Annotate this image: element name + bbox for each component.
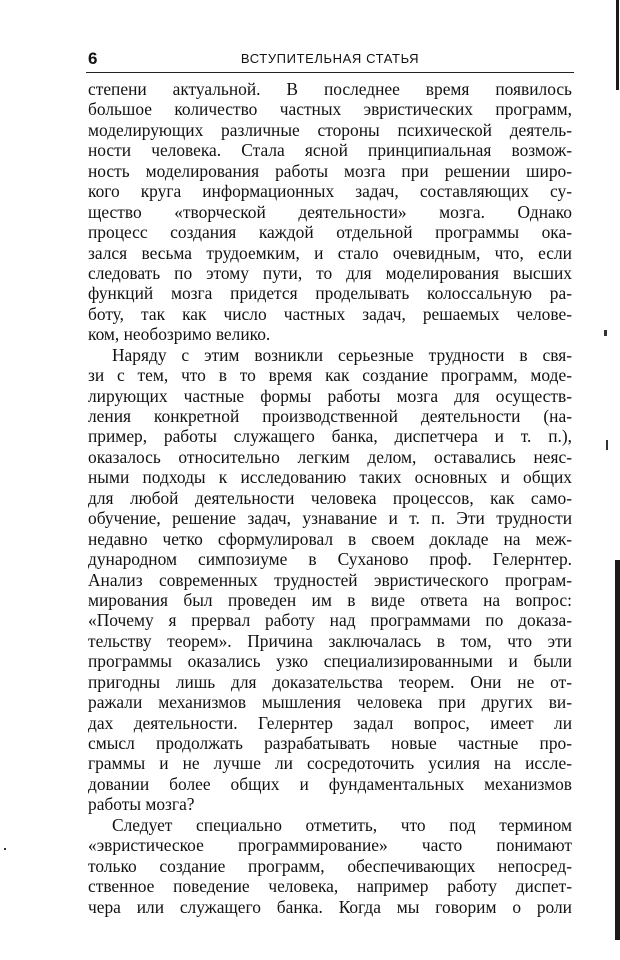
- text-line: смысл продолжать разрабатывать новые частные про-: [88, 733, 572, 753]
- section-title: ВСТУПИТЕЛЬНАЯ СТАТЬЯ: [240, 51, 420, 66]
- text-line: щество «творческой деятельности» мозга. Однако: [88, 201, 572, 222]
- scan-speck: [4, 848, 6, 850]
- text-line: ными подходы к исследованию таких основных и общих: [88, 467, 572, 488]
- page-number: 6: [88, 49, 98, 68]
- text-line: Следует специально отметить, что под термином: [112, 814, 572, 835]
- text-line: Анализ современных трудностей эвристического програм-: [88, 569, 572, 590]
- text-line: недавно четко сформулировал в своем докладе на меж-: [88, 528, 572, 549]
- text-line: процесс создания каждой отдельной программы ока-: [88, 222, 572, 243]
- text-line: функций мозга придется проделывать колоссальную ра-: [88, 283, 572, 304]
- text-line: ком, необозримо велико.: [88, 324, 271, 345]
- text-line: работы мозга?: [88, 794, 195, 815]
- text-line: степени актуальной. В последнее время появилось: [88, 79, 572, 99]
- text-line: чера или служащего банка. Когда мы говорим о роли: [88, 896, 572, 917]
- text-line: большое количество частных эвристических программ,: [88, 99, 572, 120]
- text-line: «Почему я прервал работу над программами по доказа-: [88, 610, 572, 631]
- text-line: ственное поведение человека, например работу диспет-: [88, 876, 572, 897]
- header-rule: [86, 72, 574, 73]
- text-line: следовать по этому пути, то для моделирования высших: [88, 262, 572, 283]
- text-line: моделирующих различные стороны психической деятель-: [88, 119, 572, 140]
- text-line: довании более общих и фундаментальных механизмов: [88, 773, 572, 794]
- text-line: ражали механизмов мышления человека при других ви-: [88, 692, 572, 713]
- text-line: тельству теорем». Причина заключалась в том, что эти: [88, 630, 572, 651]
- text-line: программы оказались узко специализированными и были: [88, 651, 572, 672]
- text-line: только создание программ, обеспечивающих непосред-: [88, 855, 572, 876]
- scan-edge-shadow: [615, 560, 620, 940]
- text-line: дународном симпозиуме в Суханово проф. Гелернтер.: [88, 549, 572, 570]
- text-line: ления конкретной производственной деятельности (на-: [88, 406, 572, 426]
- text-line: для любой деятельности человека процессов, как само-: [88, 487, 572, 508]
- scan-speck: [604, 330, 607, 336]
- text-line: Наряду с этим возникли серьезные трудности в свя-: [112, 344, 572, 365]
- text-line: ность моделирования работы мозга при решении широ-: [88, 160, 572, 181]
- running-head: [88, 49, 572, 71]
- text-line: зался весьма трудоемким, и стало очевидным, что, если: [88, 242, 572, 263]
- text-line: оказалось относительно легким делом, оставались неяс-: [88, 446, 572, 467]
- text-line: кого круга информационных задач, составляющих су-: [88, 181, 572, 202]
- text-line: «эвристическое программирование» часто понимают: [88, 835, 572, 856]
- text-line: зи с тем, что в то время как создание программ, моде-: [88, 365, 572, 386]
- text-line: пример, работы служащего банка, диспетчера и т. п.),: [88, 426, 572, 447]
- text-line: мирования был проведен им в виде ответа на вопрос:: [88, 589, 572, 610]
- text-line: обучение, решение задач, узнавание и т. п. Эти трудности: [88, 508, 572, 529]
- text-line: боту, так как число частных задач, решаемых челове-: [88, 303, 572, 324]
- body-text: [88, 79, 572, 917]
- text-line: пригодны лишь для доказательства теорем. Они не от-: [88, 671, 572, 692]
- text-line: граммы и не лучше ли сосредоточить усилия на иссле-: [88, 753, 572, 774]
- text-line: ности человека. Стала ясной принципиальная возмож-: [88, 140, 572, 161]
- text-line: дах деятельности. Гелернтер задал вопрос, имеет ли: [88, 712, 572, 733]
- scan-speck: [606, 440, 608, 450]
- scan-edge-shadow: [616, 0, 619, 90]
- text-line: лирующих частные формы работы мозга для осуществ-: [88, 385, 572, 406]
